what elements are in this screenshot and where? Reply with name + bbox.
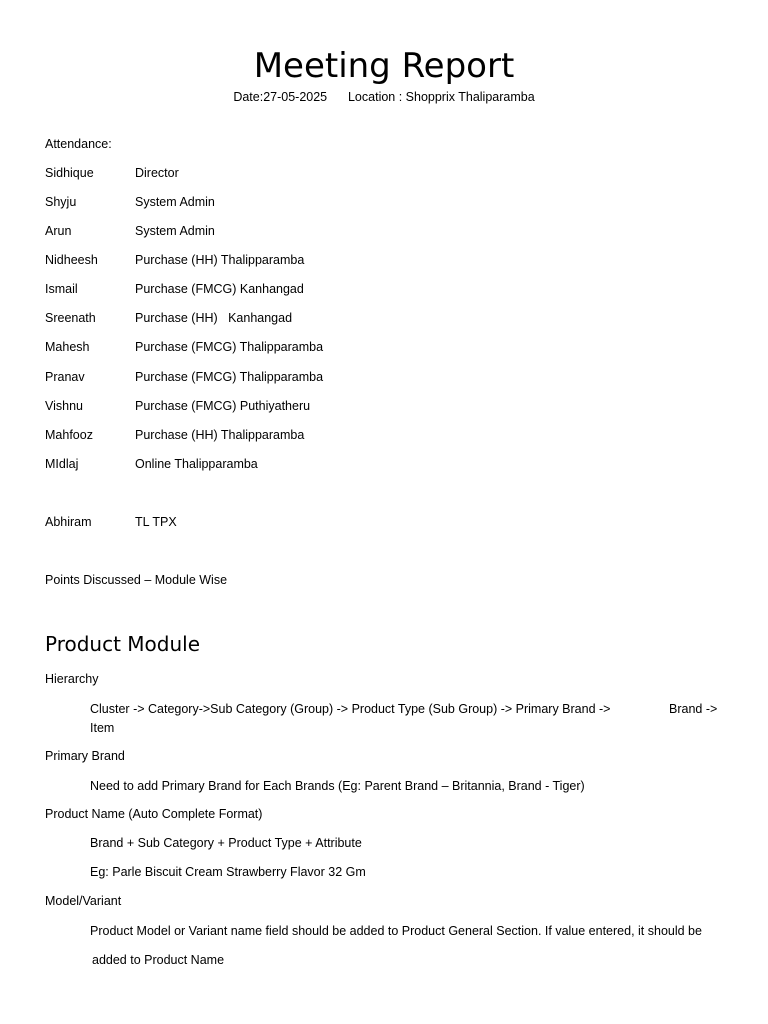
attendee-role: TL TPX [135,515,177,529]
attendee-role: System Admin [135,195,215,209]
product-name-label: Product Name (Auto Complete Format) [45,807,263,821]
attendee-role: Online Thalipparamba [135,457,258,471]
attendee-name: Vishnu [45,399,83,413]
hierarchy-line: Cluster -> Category->Sub Category (Group) -> Product Type (Sub Group) -> Primary Brand -> [90,702,611,716]
attendance-row [45,281,645,298]
attendee-role: Purchase (HH) Kanhangad [135,311,293,325]
model-variant-label: Model/Variant [45,894,122,908]
attendance-row [45,252,645,269]
attendance-row [45,456,645,473]
report-subline [0,89,768,106]
report-date: Date:27-05-2025 [233,90,328,104]
attendance-row-extra [45,514,645,531]
attendee-name: Arun [45,224,72,238]
primary-brand-label: Primary Brand [45,749,125,763]
attendee-role: Purchase (FMCG) Thalipparamba [135,370,324,384]
attendance-row [45,223,645,240]
attendee-name: Shyju [45,195,77,209]
attendance-row [45,310,645,327]
attendee-role: Director [135,166,179,180]
hierarchy-label: Hierarchy [45,672,99,686]
model-variant-text: Product Model or Variant name field should be added to Product General Section. If value entered, it should be [90,924,702,938]
attendance-row [45,194,645,211]
attendance-row [45,165,645,182]
report-title: Meeting Report [253,46,515,86]
section-heading-product-module: Product Module [45,632,201,656]
model-variant-text-continued: added to Product Name [92,953,225,967]
report-location: Location : Shopprix Thaliparamba [347,90,535,104]
hierarchy-line-end: Brand -> [669,702,718,716]
attendee-role: Purchase (HH) Thalipparamba [135,428,305,442]
product-name-formula: Brand + Sub Category + Product Type + Attribute [90,836,362,850]
attendee-name: Sreenath [45,311,96,325]
attendee-name: Abhiram [45,515,92,529]
attendee-name: Ismail [45,282,78,296]
attendance-label: Attendance: [45,137,112,151]
attendee-role: Purchase (HH) Thalipparamba [135,253,305,267]
attendee-role: Purchase (FMCG) Thalipparamba [135,340,324,354]
attendance-row [45,369,645,386]
attendee-name: Mahfooz [45,428,93,442]
primary-brand-text: Need to add Primary Brand for Each Brands (Eg: Parent Brand – Britannia, Brand - Tiger) [90,779,585,793]
product-name-example: Eg: Parle Biscuit Cream Strawberry Flavor 32 Gm [90,865,366,879]
attendance-row [45,398,645,415]
attendee-name: Sidhique [45,166,94,180]
attendance-row [45,339,645,356]
attendee-name: MIdlaj [45,457,79,471]
points-discussed: Points Discussed – Module Wise [45,573,228,587]
attendee-name: Pranav [45,370,85,384]
attendance-row [45,427,645,444]
attendee-role: Purchase (FMCG) Kanhangad [135,282,304,296]
hierarchy-line-item: Item [90,721,115,735]
attendee-role: System Admin [135,224,215,238]
attendee-role: Purchase (FMCG) Puthiyatheru [135,399,311,413]
attendee-name: Nidheesh [45,253,98,267]
attendee-name: Mahesh [45,340,90,354]
